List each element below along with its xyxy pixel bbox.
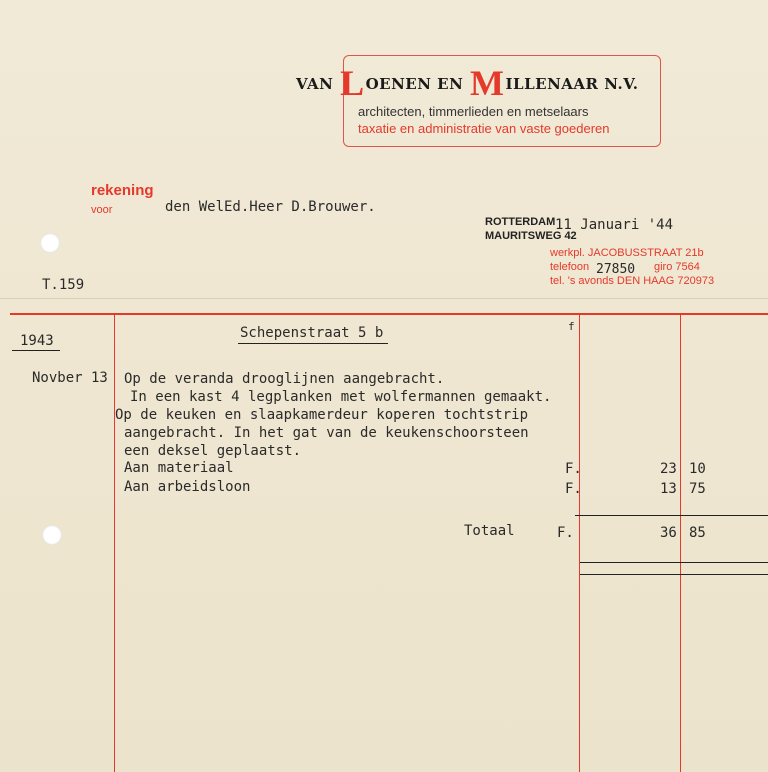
giro-number: giro 7564 [654,261,700,273]
project-title: Schepenstraat 5 b [240,325,384,341]
year-underline [12,350,60,351]
evening-telephone: tel. 's avonds DEN HAAG 720973 [550,275,715,287]
city: ROTTERDAM [485,216,556,228]
description-line: een deksel geplaatst. [124,443,302,459]
total-double-rule-1 [580,562,768,563]
amount-column-rule-2 [680,315,681,772]
total-double-rule-2 [580,574,768,575]
total-label: Totaal [464,523,515,539]
telefoon-number: 27850 [596,262,636,277]
amount-column-rule-1 [579,315,580,772]
currency-header: f [568,320,575,333]
entry-date: Novber 13 [32,370,108,386]
workshop-address: werkpl. JACOBUSSTRAAT 21b [550,247,704,259]
total-currency: F. [557,525,574,541]
item-labour-guilders: 13 [660,481,677,497]
description-line: Op de keuken en slaapkamerdeur koperen tochtstrip [115,407,529,423]
project-underline [238,343,388,344]
company-initial-m: M [470,63,505,103]
rekening-label: rekening [91,182,154,199]
company-initial-l: L [340,63,365,103]
punch-hole-top [40,233,60,253]
company-name-part1: OENEN EN [365,75,464,93]
description-line: In een kast 4 legplanken met wolfermannen gemaakt. [130,389,552,405]
description-line: aangebracht. In het gat van de keukenschoorsteen [124,425,529,441]
subtotal-rule [575,515,768,516]
invoice-date: 11 Januari '44 [555,217,674,233]
punch-hole-bottom [42,525,62,545]
item-labour-cents: 75 [689,481,706,497]
item-material-currency: F. [565,461,582,477]
reference-number: T.159 [42,277,85,293]
table-header-rule [10,313,768,315]
work-description [115,370,552,460]
paper-fold [0,298,768,299]
item-labour-label: Aan arbeidsloon [124,479,251,495]
company-tagline-2: taxatie en administratie van vaste goederen [358,121,610,136]
company-van: VAN [296,75,334,93]
company-name-part2: ILLENAAR N.V. [505,75,639,93]
telefoon-label: telefoon [550,261,590,273]
margin-rule [114,315,115,772]
company-name [296,62,638,104]
item-labour-currency: F. [565,481,582,497]
total-cents: 85 [689,525,706,541]
company-address: MAURITSWEG 42 [485,230,577,242]
item-material-cents: 10 [689,461,706,477]
company-tagline-1: architecten, timmerlieden en metselaars [358,104,589,119]
year-label: 1943 [20,333,54,349]
recipient-name: den WelEd.Heer D.Brouwer. [165,199,376,215]
total-guilders: 36 [660,525,677,541]
description-line: Op de veranda drooglijnen aangebracht. [124,371,445,387]
item-material-label: Aan materiaal [124,460,234,476]
voor-label: voor [91,204,113,216]
item-material-guilders: 23 [660,461,677,477]
